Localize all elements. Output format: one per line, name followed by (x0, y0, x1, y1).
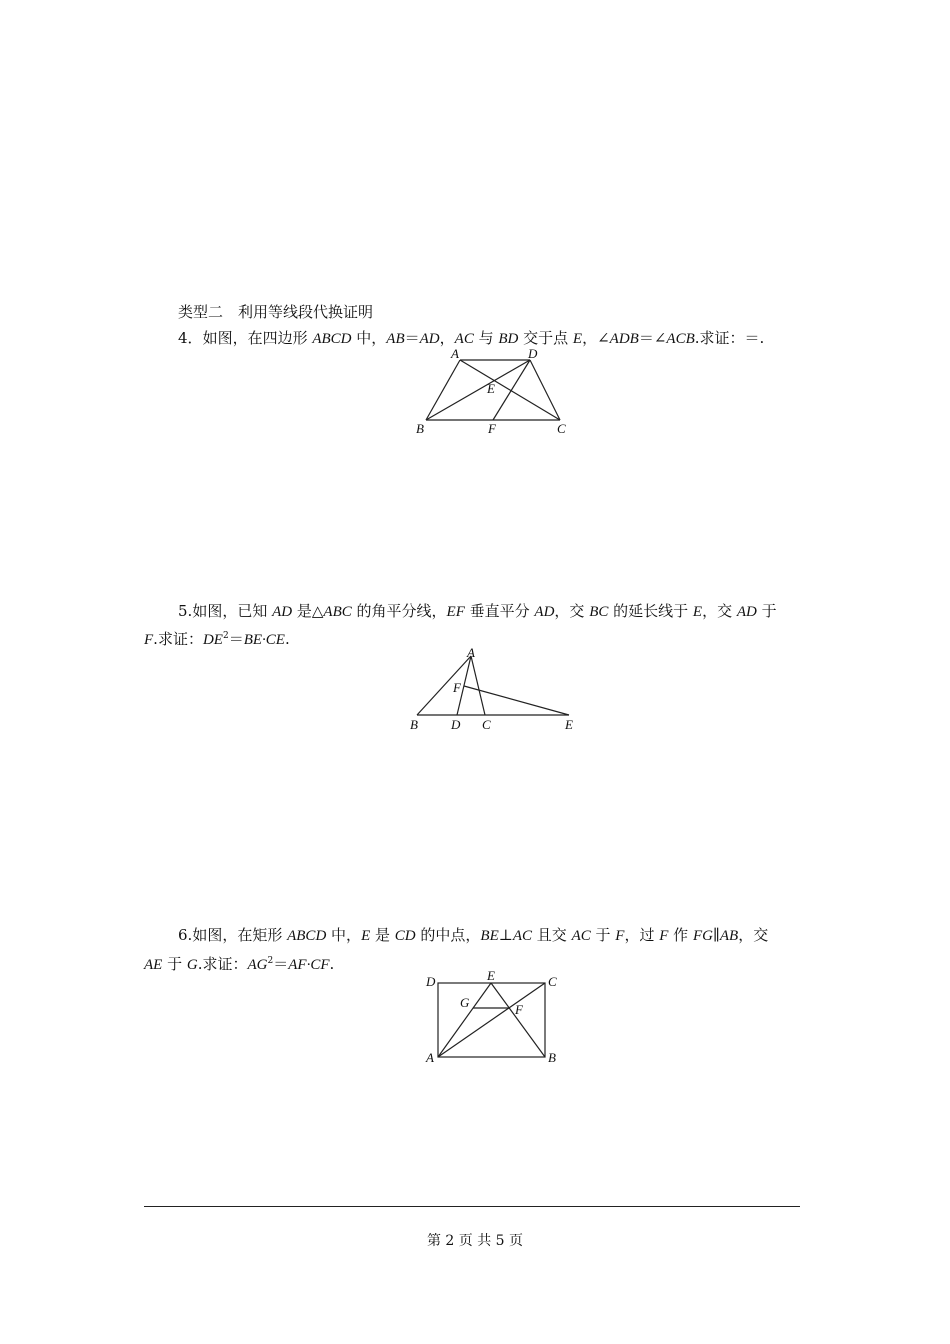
label-f: F (488, 421, 496, 436)
segment-bd (426, 360, 530, 420)
label-f: F (453, 680, 461, 695)
label-d: D (426, 974, 436, 989)
label-c: C (482, 717, 491, 732)
section-heading: 类型二 利用等线段代换证明 (178, 303, 374, 321)
page-number: 第 2 页 共 5 页 (426, 1233, 524, 1249)
figure-problem-6 (420, 966, 570, 1070)
label-e: E (565, 717, 573, 732)
label-b: B (416, 421, 424, 436)
label-e: E (487, 381, 495, 396)
segment-be (491, 983, 545, 1057)
segment-ab (426, 360, 460, 420)
segment-ab (417, 656, 471, 715)
label-a: A (451, 346, 459, 361)
segment-fe (464, 686, 569, 715)
problem-5-statement-line2: F.求证：$DE^2=BE\cdot CE$. (144, 630, 290, 648)
figure-problem-5 (405, 644, 585, 736)
label-c: C (548, 974, 557, 989)
segment-ac (471, 656, 485, 715)
label-c: C (557, 421, 566, 436)
label-d: D (528, 346, 538, 361)
label-b: B (410, 717, 418, 732)
label-a: A (426, 1050, 434, 1065)
label-b: B (548, 1050, 556, 1065)
label-g: G (460, 995, 470, 1010)
problem-6-statement-line1: 6.如图，在矩形 ABCD 中，E 是 CD 的中点，BE⊥AC 且交 AC 于 F，过 F 作 FG∥AB，交 (178, 926, 769, 944)
problem-6-number: 6 (178, 926, 188, 944)
label-d: D (451, 717, 461, 732)
problem-5-statement-line1: 5.如图，已知 AD 是△ABC 的角平分线，EF 垂直平分 AD，交 BC 的延长线于 E，交 AD 于 (178, 602, 777, 620)
segment-df (493, 360, 530, 420)
problem-4-number: 4 (178, 329, 188, 347)
label-a: A (467, 645, 475, 660)
problem-6-statement-line2: AE 于 G.求证：$AG^2=AF\cdot CF$. (144, 955, 335, 973)
segment-ac (438, 983, 545, 1057)
problem-4-statement: 4．如图，在四边形 ABCD 中，AB＝AD，AC 与 BD 交于点 E，∠ADB＝∠ACB.求证：＝. (178, 329, 765, 347)
footer-rule (144, 1206, 800, 1207)
figure-problem-4 (410, 344, 580, 440)
label-f: F (515, 1002, 523, 1017)
label-e: E (487, 968, 495, 983)
problem-5-number: 5 (178, 602, 188, 620)
